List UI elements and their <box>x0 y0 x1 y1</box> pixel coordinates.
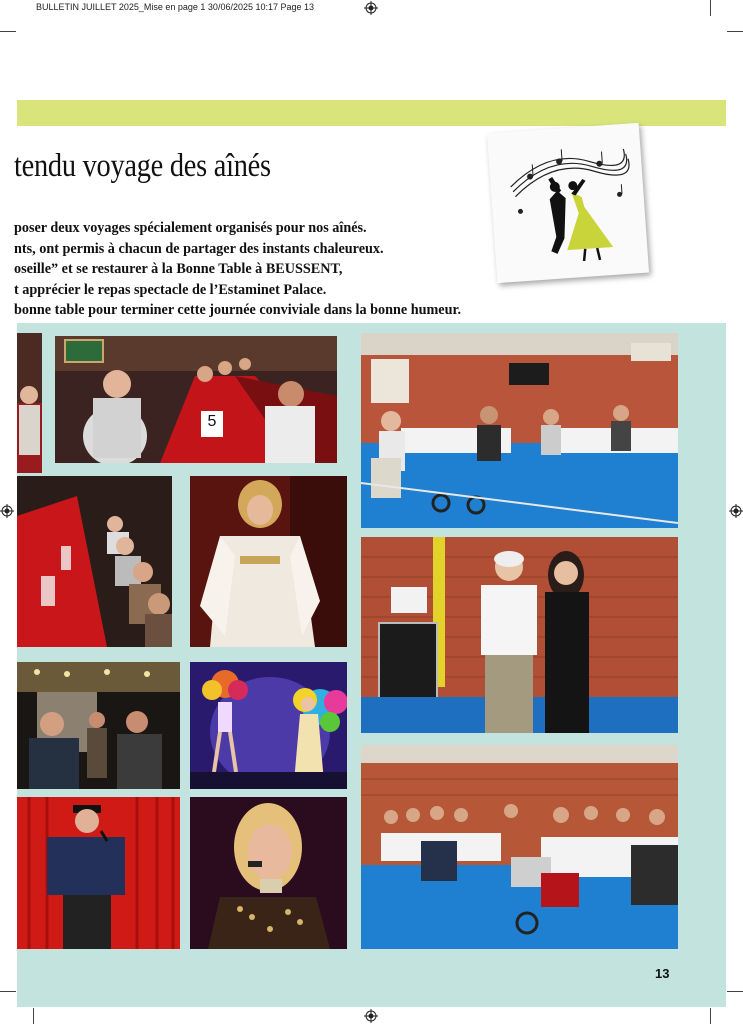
crop-mark <box>0 991 16 992</box>
photo-performer-white-gown <box>190 476 347 647</box>
dance-illustration <box>487 123 649 283</box>
dancing-couple-icon <box>546 173 614 263</box>
header-band <box>17 100 726 126</box>
photo-banquet-hall <box>361 745 678 949</box>
intro-paragraph <box>14 218 574 321</box>
registration-mark-icon <box>729 504 743 518</box>
photo-man-microphone <box>17 797 180 949</box>
print-header: BULLETIN JUILLET 2025_Mise en page 1 30/06/2025 10:17 Page 13 <box>36 2 315 12</box>
registration-mark-icon <box>0 504 14 518</box>
photo-crowd-entrance <box>17 662 180 789</box>
crop-mark <box>710 1008 711 1024</box>
photo-gym-hall <box>361 333 678 528</box>
photo-speaker-duo <box>361 537 678 733</box>
paragraph-line: oseille” et se restaurer à la Bonne Table à BEUSSENT, <box>14 261 343 277</box>
paragraph-line: t apprécier le repas spectacle de l’Estaminet Palace. <box>14 281 327 298</box>
photo-showgirls-stage <box>190 662 347 789</box>
photo-blonde-singer <box>190 797 347 949</box>
photo-long-table <box>17 476 172 647</box>
crop-mark <box>710 0 711 16</box>
table-number: 5 <box>207 413 217 430</box>
crop-mark <box>727 991 743 992</box>
registration-mark-icon <box>364 1009 378 1023</box>
page-title: tendu voyage des aînés <box>14 148 271 184</box>
photo-restaurant-table <box>55 336 337 463</box>
music-notes-icon <box>508 145 632 215</box>
page-number: 13 <box>655 966 670 981</box>
registration-mark-icon <box>364 1 378 15</box>
crop-mark <box>33 1008 34 1024</box>
crop-mark <box>0 31 16 32</box>
crop-mark <box>727 31 743 32</box>
photo-restaurant-crop <box>17 333 42 473</box>
paragraph-line: nts, ont permis à chacun de partager des instants chaleureux. <box>14 240 384 257</box>
paragraph-line: bonne table pour terminer cette journée conviviale dans la bonne humeur. <box>14 302 462 318</box>
paragraph-line: poser deux voyages spécialement organisés pour nos aînés. <box>14 220 367 236</box>
